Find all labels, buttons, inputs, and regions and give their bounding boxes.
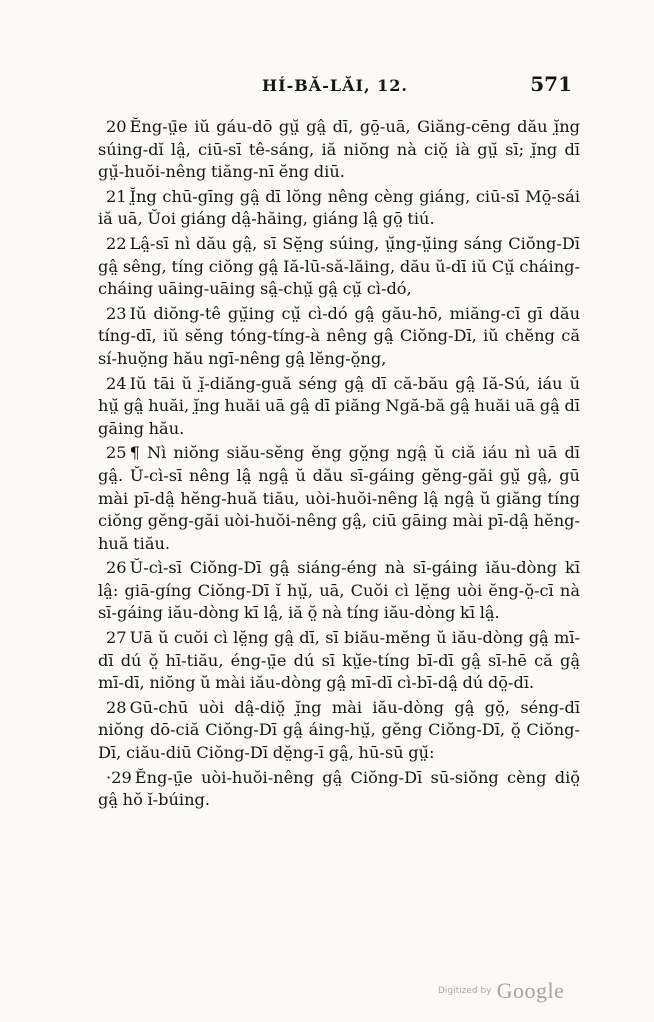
verse-text: Ĕng-ṳ̄e uòi-huŏi-nêng gâ̤ Ciŏng-Dī sū-siŏng cèng diŏ̤ gâ̤ hŏ ĭ-búing. [98,767,580,810]
verse-23 [98,303,580,371]
digitized-by-label: Digitized by [438,986,492,996]
verse-26 [98,557,580,625]
verse-number: 22 [106,233,127,253]
verse-text: Lâ̤-sī nì dău gâ̤, sī Sĕ̤ng súing, ṳ̆ng-ṳ̆ing sáng Ciŏng-Dī gâ̤ sêng, tíng ciŏng gâ̤ Iă-lū-să-lăing, dău ŭ-dī iŭ Cṳ̆ cháing-cháing uāing-uāing sâ̤-chṳ̆ gâ̤ cṳ̆ cì-dó, [98,233,580,299]
running-title: HÍ-BĂ-LĂI, 12. [262,76,408,95]
verse-27 [98,627,580,695]
verse-text: Iŭ tāi ŭ ĭ̤-diăng-guă séng gâ̤ dī că-bău gâ̤ Iă-Sú, iáu ŭ hṳ̆ gâ̤ huăi, ĭ̤ng huăi uā gâ̤ dī piăng Ngă-bă gâ̤ huăi uā gâ̤ dī gāing hău. [98,373,580,438]
verse-text: Ĭ̤ng chū-gīng gâ̤ dī lŏng nêng cèng giáng, ciū-sī Mō̤-sái iă uā, Ŭoi giáng dâ̤-hăing, giáng lâ̤ gō̤ tiú. [98,186,580,229]
verse-text: Iŭ diŏng-tê gṳ̆ing cṳ̆ cì-dó gâ̤ gău-hō, miăng-cī gī dău tíng-dī, iŭ sĕng tóng-tíng-à nêng gâ̤ Ciŏng-Dī, iŭ chĕng că sí-huŏ̤ng hău ngī-nêng gâ̤ lĕng-ŏ̤ng, [98,303,580,368]
verse-text: Ŭ-cì-sī Ciŏng-Dī gâ̤ siáng-éng nà sī-gáing iău-dòng kī lâ̤: giā-gíng Ciŏng-Dī ĭ hṳ̆, uā, Cuŏi cì lĕ̤ng uòi ĕng-ŏ̤-cī nà sī-gáing iău-dòng kī lâ̤, iă ŏ̤ nà tíng iău-dòng kī lâ̤. [98,558,580,623]
verse-22 [98,233,580,301]
google-logo: Google [496,978,565,1003]
verse-24 [98,373,580,441]
verse-text: ¶ Nì niŏng siău-sĕng ĕng gŏ̤ng ngâ̤ ŭ ciă iáu nì uā dī gâ̤. Ŭ-cì-sī nêng lâ̤ ngâ̤ ŭ dău sī-gáing gĕng-găi gṳ̆ gâ̤, gū mài pī-dâ̤ hĕng-huă tiău, uòi-huŏi-nêng lâ̤ ngâ̤ ŭ giăng tíng ciŏng gĕng-găi uòi-huŏi-nêng gâ̤, ciū gāing mài pī-dâ̤ hĕng-huă tiău. [98,443,580,553]
digitization-watermark [438,978,578,1004]
verse-number: 27 [106,628,127,648]
page-number: 571 [530,72,572,96]
verse-20 [98,116,580,184]
verse-28 [98,697,580,765]
verse-number: ·29 [106,767,132,787]
verse-29 [98,767,580,812]
page-header [98,72,572,102]
verse-25 [98,442,580,555]
verse-number: 25 [106,443,127,463]
verse-number: 21 [106,186,127,206]
verse-number: 23 [106,303,127,323]
verse-number: 20 [106,117,127,136]
verse-text: Ĕng-ṳ̄e iŭ gáu-dō gṳ̆ gâ̤ dī, gō̤-uā, Giăng-cēng dău ĭ̤ng súing-dĭ lâ̤, ciū-sī tê-sáng, iă niŏng nà ciŏ̤ ià gṳ̆ sī; ĭ̤ng dī gṳ̆-huŏi-nêng tiăng-nī ĕng diū. [98,117,580,182]
verse-21 [98,186,580,231]
verse-number: 28 [106,697,127,717]
verse-text: Uā ŭ cuŏi cì lĕ̤ng gâ̤ dī, sī biău-mĕng ŭ iău-dòng gâ̤ mī-dī dú ŏ̤ hī-tiău, éng-ṳ̄e dú sī kṳ̆e-tíng bī-dī gâ̤ sī-hē că gâ̤ mī-dī, niŏng ŭ mài iău-dòng gâ̤ mī-dī cì-bī-dâ̤ dú dō̤-dī. [98,628,580,693]
verse-number: 26 [106,558,127,578]
verse-number: 24 [106,373,127,393]
verse-text: Gū-chū uòi dâ̤-diŏ̤ ĭ̤ng mài iău-dòng gâ̤ gŏ̤, séng-dī niŏng dō-ciă Ciŏng-Dī gâ̤ áing-hṳ̆, gĕng Ciŏng-Dī, ŏ̤ Ciŏng-Dī, ciău-diū Ciŏng-Dī dĕ̤ng-ī gâ̤, hū-sū gṳ̆: [98,697,580,763]
body-text [98,116,580,814]
